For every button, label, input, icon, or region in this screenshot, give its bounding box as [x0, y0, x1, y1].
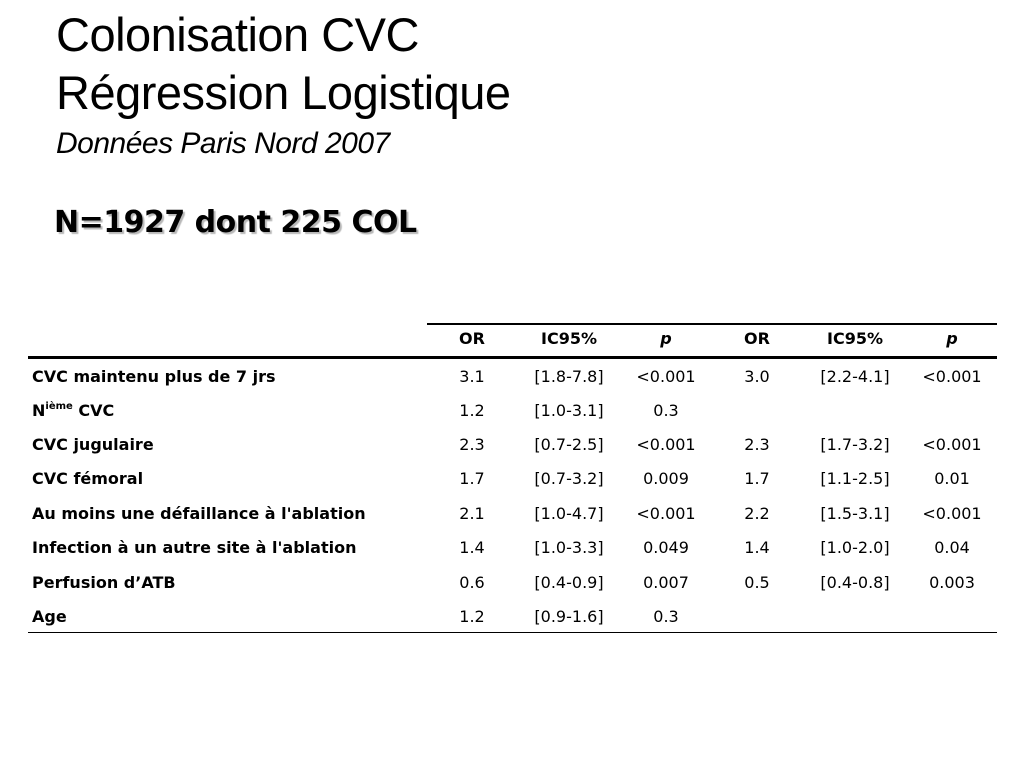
- row-label: Au moins une défaillance à l'ablation: [32, 504, 366, 523]
- table-cell: <0.001: [922, 367, 982, 386]
- table-top-rule: [427, 323, 997, 325]
- table-cell: 0.04: [934, 538, 970, 557]
- table-cell: 0.01: [934, 469, 970, 488]
- table-cell: 2.3: [744, 435, 770, 454]
- table-cell: 0.3: [653, 607, 679, 626]
- table-cell: 1.4: [744, 538, 770, 557]
- table-cell: <0.001: [922, 435, 982, 454]
- table-cell: 1.4: [459, 538, 485, 557]
- table-cell: [2.2-4.1]: [820, 367, 890, 386]
- table-cell: <0.001: [636, 367, 696, 386]
- table-cell: [1.0-3.3]: [534, 538, 604, 557]
- table-cell: 0.007: [643, 573, 689, 592]
- table-cell: [1.7-3.2]: [820, 435, 890, 454]
- column-header: IC95%: [541, 329, 597, 348]
- table-cell: 2.2: [744, 504, 770, 523]
- column-header: OR: [744, 329, 770, 348]
- table-cell: [0.4-0.9]: [534, 573, 604, 592]
- table-cell: [1.0-4.7]: [534, 504, 604, 523]
- table-cell: 1.2: [459, 607, 485, 626]
- title-line-1: Colonisation CVC: [56, 8, 419, 61]
- table-cell: [1.0-3.1]: [534, 401, 604, 420]
- row-label: [32, 401, 114, 421]
- row-label: CVC jugulaire: [32, 435, 154, 454]
- slide-title: [56, 6, 511, 164]
- table-cell: 3.0: [744, 367, 770, 386]
- table-cell: [1.5-3.1]: [820, 504, 890, 523]
- column-header: OR: [459, 329, 485, 348]
- table-cell: [0.9-1.6]: [534, 607, 604, 626]
- table-bottom-rule: [28, 632, 997, 633]
- row-label-rest: CVC: [72, 401, 115, 420]
- table-cell: [1.8-7.8]: [534, 367, 604, 386]
- row-label: CVC fémoral: [32, 469, 144, 488]
- row-label: Infection à un autre site à l'ablation: [32, 538, 357, 557]
- table-cell: 0.3: [653, 401, 679, 420]
- table-cell: 1.2: [459, 401, 485, 420]
- table-cell: [1.1-2.5]: [820, 469, 890, 488]
- table-cell: <0.001: [636, 435, 696, 454]
- title-line-3: Données Paris Nord 2007: [56, 127, 390, 160]
- column-header: IC95%: [827, 329, 883, 348]
- column-header: p: [946, 329, 958, 348]
- row-label-superscript: ième: [45, 400, 73, 412]
- row-label: Perfusion d’ATB: [32, 573, 176, 592]
- table-cell: 0.049: [643, 538, 689, 557]
- table-cell: 0.003: [929, 573, 975, 592]
- table-cell: <0.001: [636, 504, 696, 523]
- sample-size-headline: N=1927 dont 225 COL: [54, 205, 417, 240]
- table-cell: [0.4-0.8]: [820, 573, 890, 592]
- title-line-2: Régression Logistique: [56, 66, 511, 119]
- column-header: p: [660, 329, 672, 348]
- table-cell: 1.7: [744, 469, 770, 488]
- table-cell: 3.1: [459, 367, 485, 386]
- table-cell: 0.6: [459, 573, 485, 592]
- row-label: Age: [32, 607, 67, 626]
- table-cell: [0.7-3.2]: [534, 469, 604, 488]
- table-header-rule: [28, 356, 997, 359]
- row-label: CVC maintenu plus de 7 jrs: [32, 367, 276, 386]
- table-cell: 0.009: [643, 469, 689, 488]
- row-label-main: N: [32, 401, 46, 420]
- table-cell: <0.001: [922, 504, 982, 523]
- table-cell: 2.1: [459, 504, 485, 523]
- table-cell: 2.3: [459, 435, 485, 454]
- table-cell: 0.5: [744, 573, 770, 592]
- table-cell: 1.7: [459, 469, 485, 488]
- table-cell: [0.7-2.5]: [534, 435, 604, 454]
- table-cell: [1.0-2.0]: [820, 538, 890, 557]
